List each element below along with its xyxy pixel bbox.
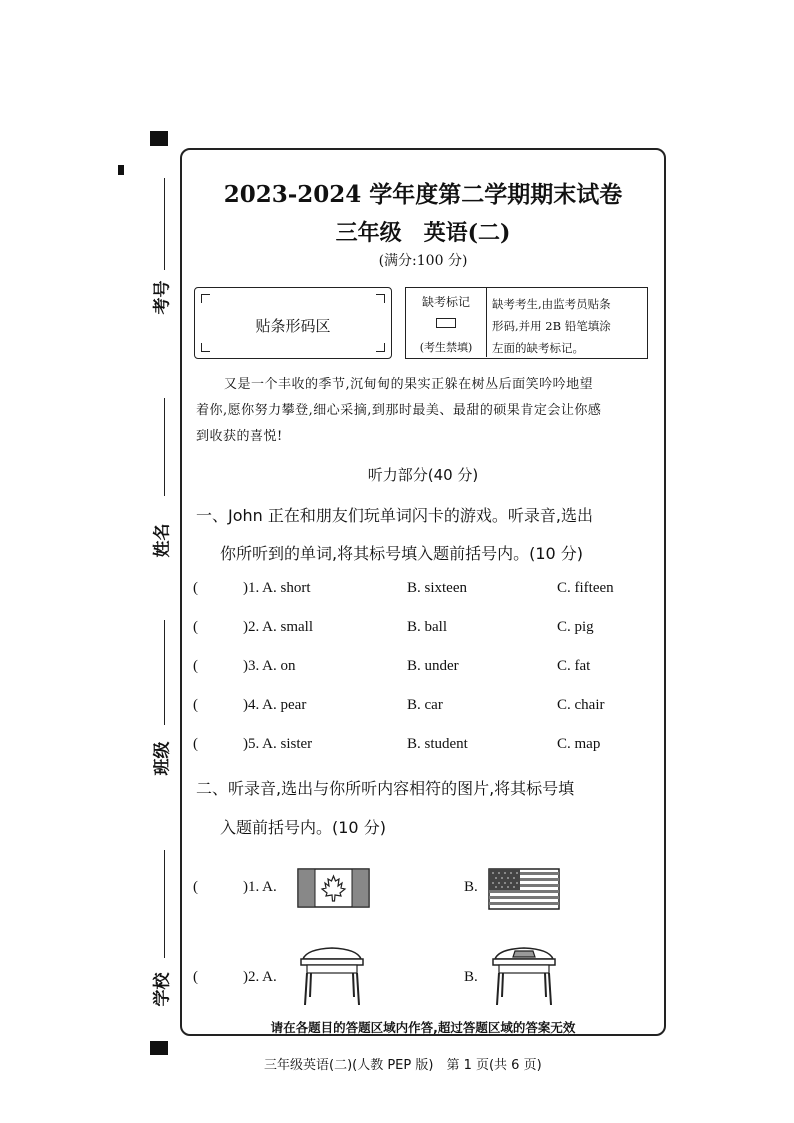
option-b: B. under	[407, 658, 459, 674]
intro-line: 着你,愿你努力攀登,细心采摘,到那时最美、最甜的硕果肯定会让你感	[196, 403, 602, 418]
question-stem: )5. A. sister	[243, 736, 313, 752]
page-info: 三年级英语(二)(人教 PEP 版) 第 1 页(共 6 页)	[264, 1058, 542, 1073]
absence-mark-label: 缺考标记	[421, 295, 470, 309]
question-row	[193, 619, 663, 641]
exam-title: 2023-2024 学年度第二学期期末试卷	[223, 181, 623, 208]
option-b: B.	[464, 969, 478, 985]
answer-area-warning: 请在各题目的答题区域内作答,超过答题区域的答案无效	[270, 1020, 576, 1035]
answer-bracket[interactable]: (	[193, 697, 198, 713]
corner-mark	[376, 294, 385, 303]
barcode-label: 贴条形码区	[255, 317, 331, 335]
absence-mark-cell	[406, 288, 487, 357]
question-stem: )1. A.	[243, 879, 277, 895]
option-c: C. chair	[557, 697, 605, 713]
question-stem: )2. A.	[243, 969, 277, 985]
barcode-area	[194, 287, 392, 359]
absence-instruction-line: 左面的缺考标记。	[492, 341, 584, 355]
desk-with-book-icon	[489, 945, 559, 1007]
option-c: C. fifteen	[557, 580, 614, 596]
absence-instruction-line: 形码,并用 2B 铅笔填涂	[492, 319, 611, 333]
exam-no-line	[164, 178, 165, 270]
exam-subtitle: 三年级 英语(二)	[335, 220, 511, 246]
name-label: 姓名	[152, 523, 173, 558]
option-b: B. sixteen	[407, 580, 467, 596]
answer-bracket[interactable]: (	[193, 619, 198, 635]
class-label: 班级	[152, 741, 173, 776]
question-row	[193, 969, 663, 991]
full-score: (满分:100 分)	[378, 253, 468, 269]
listening-section-title: 听力部分(40 分)	[367, 466, 479, 484]
intro-paragraph	[196, 372, 656, 450]
section2-instruction: 入题前括号内。(10 分)	[220, 818, 386, 837]
exam-no-label: 考号	[152, 280, 173, 315]
question-row	[193, 879, 663, 901]
answer-bracket[interactable]: (	[193, 969, 198, 985]
canada-flag-icon	[297, 868, 370, 908]
option-b: B. car	[407, 697, 443, 713]
question-row	[193, 580, 663, 602]
question-row	[193, 658, 663, 680]
section2-instruction: 二、听录音,选出与你所听内容相符的图片,将其标号填	[196, 779, 575, 798]
answer-bracket[interactable]: (	[193, 580, 198, 596]
section1-instruction: 你所听到的单词,将其标号填入题前括号内。(10 分)	[220, 544, 584, 563]
class-line	[164, 620, 165, 725]
registration-mark-side	[118, 165, 124, 175]
answer-bracket[interactable]: (	[193, 658, 198, 674]
option-b: B.	[464, 879, 478, 895]
absence-instruction	[492, 293, 611, 359]
corner-mark	[376, 343, 385, 352]
intro-line: 又是一个丰收的季节,沉甸甸的果实正躲在树丛后面笑吟吟地望	[224, 377, 594, 392]
question-row	[193, 697, 663, 719]
intro-line: 到收获的喜悦!	[196, 429, 283, 444]
registration-mark-top	[150, 131, 168, 146]
registration-mark-bottom	[150, 1041, 168, 1055]
answer-bracket[interactable]: (	[193, 736, 198, 752]
absence-checkbox[interactable]	[436, 318, 456, 328]
desk-icon	[297, 945, 367, 1007]
option-c: C. fat	[557, 658, 591, 674]
option-b: B. ball	[407, 619, 447, 635]
section1-instruction: 一、John 正在和朋友们玩单词闪卡的游戏。听录音,选出	[196, 506, 593, 525]
absence-mark-box	[405, 287, 648, 359]
question-stem: )2. A. small	[243, 619, 313, 635]
answer-bracket[interactable]: (	[193, 879, 198, 895]
question-row	[193, 736, 663, 758]
corner-mark	[201, 294, 210, 303]
school-line	[164, 850, 165, 958]
question-stem: )3. A. on	[243, 658, 296, 674]
absence-note: (考生禁填)	[419, 341, 473, 354]
question-stem: )1. A. short	[243, 580, 311, 596]
name-line	[164, 398, 165, 496]
option-c: C. map	[557, 736, 601, 752]
school-label: 学校	[152, 972, 173, 1007]
option-b: B. student	[407, 736, 468, 752]
corner-mark	[201, 343, 210, 352]
question-stem: )4. A. pear	[243, 697, 307, 713]
option-c: C. pig	[557, 619, 594, 635]
absence-instruction-line: 缺考考生,由监考员贴条	[492, 297, 611, 311]
usa-flag-icon	[488, 868, 560, 910]
